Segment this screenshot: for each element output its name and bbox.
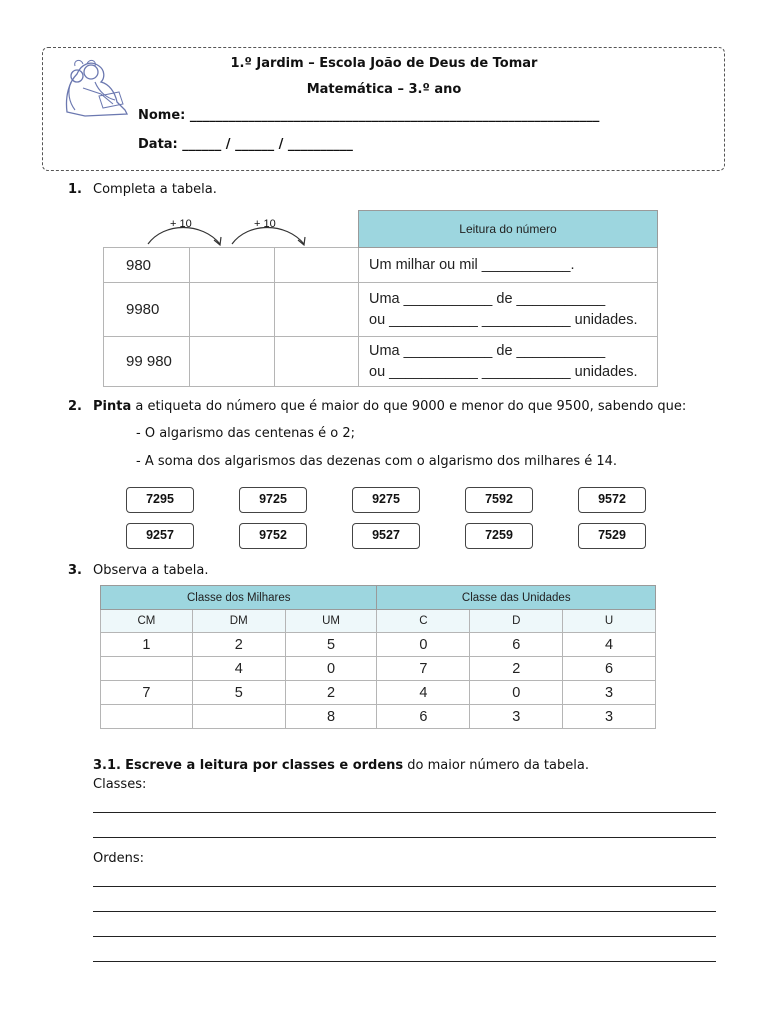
order-header: UM xyxy=(285,610,377,633)
digit-cell xyxy=(192,705,285,729)
subject-title: Matemática – 3.º ano xyxy=(306,82,462,97)
digit-cell: 7 xyxy=(101,681,193,705)
date-row xyxy=(138,137,353,152)
answer-line[interactable] xyxy=(93,837,716,838)
order-header: DM xyxy=(192,610,285,633)
name-row xyxy=(138,108,599,123)
digit-cell: 3 xyxy=(563,705,656,729)
number-label[interactable]: 7295 xyxy=(126,487,194,513)
q1-text: Completa a tabela. xyxy=(93,182,217,197)
school-title: 1.º Jardim – Escola João de Deus de Tomar xyxy=(230,56,538,71)
name-label: Nome: xyxy=(138,108,186,123)
answer-line[interactable] xyxy=(93,936,716,937)
answer-line[interactable] xyxy=(93,911,716,912)
table-row xyxy=(104,337,658,387)
digit-cell: 4 xyxy=(192,657,285,681)
digit-cell: 4 xyxy=(377,681,470,705)
number-label[interactable]: 9275 xyxy=(352,487,420,513)
digit-cell: 0 xyxy=(377,633,470,657)
table-row xyxy=(101,681,656,705)
class-header: Classe das Unidades xyxy=(377,586,656,610)
order-header: D xyxy=(470,610,563,633)
table-row xyxy=(101,657,656,681)
number-label[interactable]: 7259 xyxy=(465,523,533,549)
digit-cell: 5 xyxy=(192,681,285,705)
answer-cell[interactable] xyxy=(275,283,359,337)
digit-cell: 5 xyxy=(285,633,377,657)
q3-number: 3. xyxy=(68,563,82,578)
q31-text: 3.1. Escreve a leitura por classes e ordens do maior número da tabela. xyxy=(93,758,589,773)
digit-cell: 2 xyxy=(192,633,285,657)
q2-text: Pinta a etiqueta do número que é maior do que 9000 e menor do que 9500, sabendo que: xyxy=(93,399,687,414)
answer-cell[interactable] xyxy=(275,248,359,283)
digit-cell: 6 xyxy=(563,657,656,681)
answer-cell[interactable] xyxy=(275,337,359,387)
digit-cell: 2 xyxy=(470,657,563,681)
q2-number: 2. xyxy=(68,399,82,414)
table-row xyxy=(104,283,658,337)
number-label[interactable]: 9257 xyxy=(126,523,194,549)
reading-cell[interactable]: Uma ___________ de ___________ ou ___________ ___________ unidades. xyxy=(359,283,658,337)
place-value-table xyxy=(100,585,656,729)
classes-label: Classes: xyxy=(93,777,147,792)
q2-hint-2: - A soma dos algarismos das dezenas com o algarismo dos milhares é 14. xyxy=(136,454,618,469)
digit-cell xyxy=(101,657,193,681)
ordens-label: Ordens: xyxy=(93,851,144,866)
digit-cell: 3 xyxy=(470,705,563,729)
number-label[interactable]: 7529 xyxy=(578,523,646,549)
start-number: 980 xyxy=(104,248,190,283)
digit-cell: 2 xyxy=(285,681,377,705)
number-reading-table xyxy=(103,210,658,387)
digit-cell: 8 xyxy=(285,705,377,729)
table-row xyxy=(104,248,658,283)
arrow-label-2: + 10 xyxy=(254,218,276,230)
q1-number: 1. xyxy=(68,182,82,197)
number-label[interactable]: 9527 xyxy=(352,523,420,549)
date-field[interactable]: ______ / ______ / __________ xyxy=(182,137,353,152)
answer-line[interactable] xyxy=(93,886,716,887)
digit-cell: 7 xyxy=(377,657,470,681)
arrow-label-1: + 10 xyxy=(170,218,192,230)
class-header: Classe dos Milhares xyxy=(101,586,377,610)
number-label[interactable]: 7592 xyxy=(465,487,533,513)
digit-cell: 0 xyxy=(470,681,563,705)
digit-cell: 4 xyxy=(563,633,656,657)
digit-cell: 6 xyxy=(470,633,563,657)
answer-line[interactable] xyxy=(93,961,716,962)
start-number: 99 980 xyxy=(104,337,190,387)
digit-cell: 1 xyxy=(101,633,193,657)
order-header: U xyxy=(563,610,656,633)
q2-hint-1: - O algarismo das centenas é o 2; xyxy=(136,426,356,441)
name-field[interactable]: _______________________________________________________________ xyxy=(189,108,600,123)
digit-cell: 6 xyxy=(377,705,470,729)
date-label: Data: xyxy=(138,137,178,152)
answer-line[interactable] xyxy=(93,812,716,813)
q3-text: Observa a tabela. xyxy=(93,563,209,578)
number-label[interactable]: 9752 xyxy=(239,523,307,549)
order-header: C xyxy=(377,610,470,633)
answer-cell[interactable] xyxy=(190,283,275,337)
digit-cell: 0 xyxy=(285,657,377,681)
start-number: 9980 xyxy=(104,283,190,337)
table-row xyxy=(101,705,656,729)
order-header: CM xyxy=(101,610,193,633)
digit-cell xyxy=(101,705,193,729)
digit-cell: 3 xyxy=(563,681,656,705)
answer-cell[interactable] xyxy=(190,337,275,387)
table-row xyxy=(101,633,656,657)
number-label[interactable]: 9572 xyxy=(578,487,646,513)
reading-header: Leitura do número xyxy=(359,211,658,248)
reading-cell[interactable]: Um milhar ou mil ___________. xyxy=(359,248,658,283)
reading-cell[interactable]: Uma ___________ de ___________ ou ___________ ___________ unidades. xyxy=(359,337,658,387)
answer-cell[interactable] xyxy=(190,248,275,283)
number-label[interactable]: 9725 xyxy=(239,487,307,513)
